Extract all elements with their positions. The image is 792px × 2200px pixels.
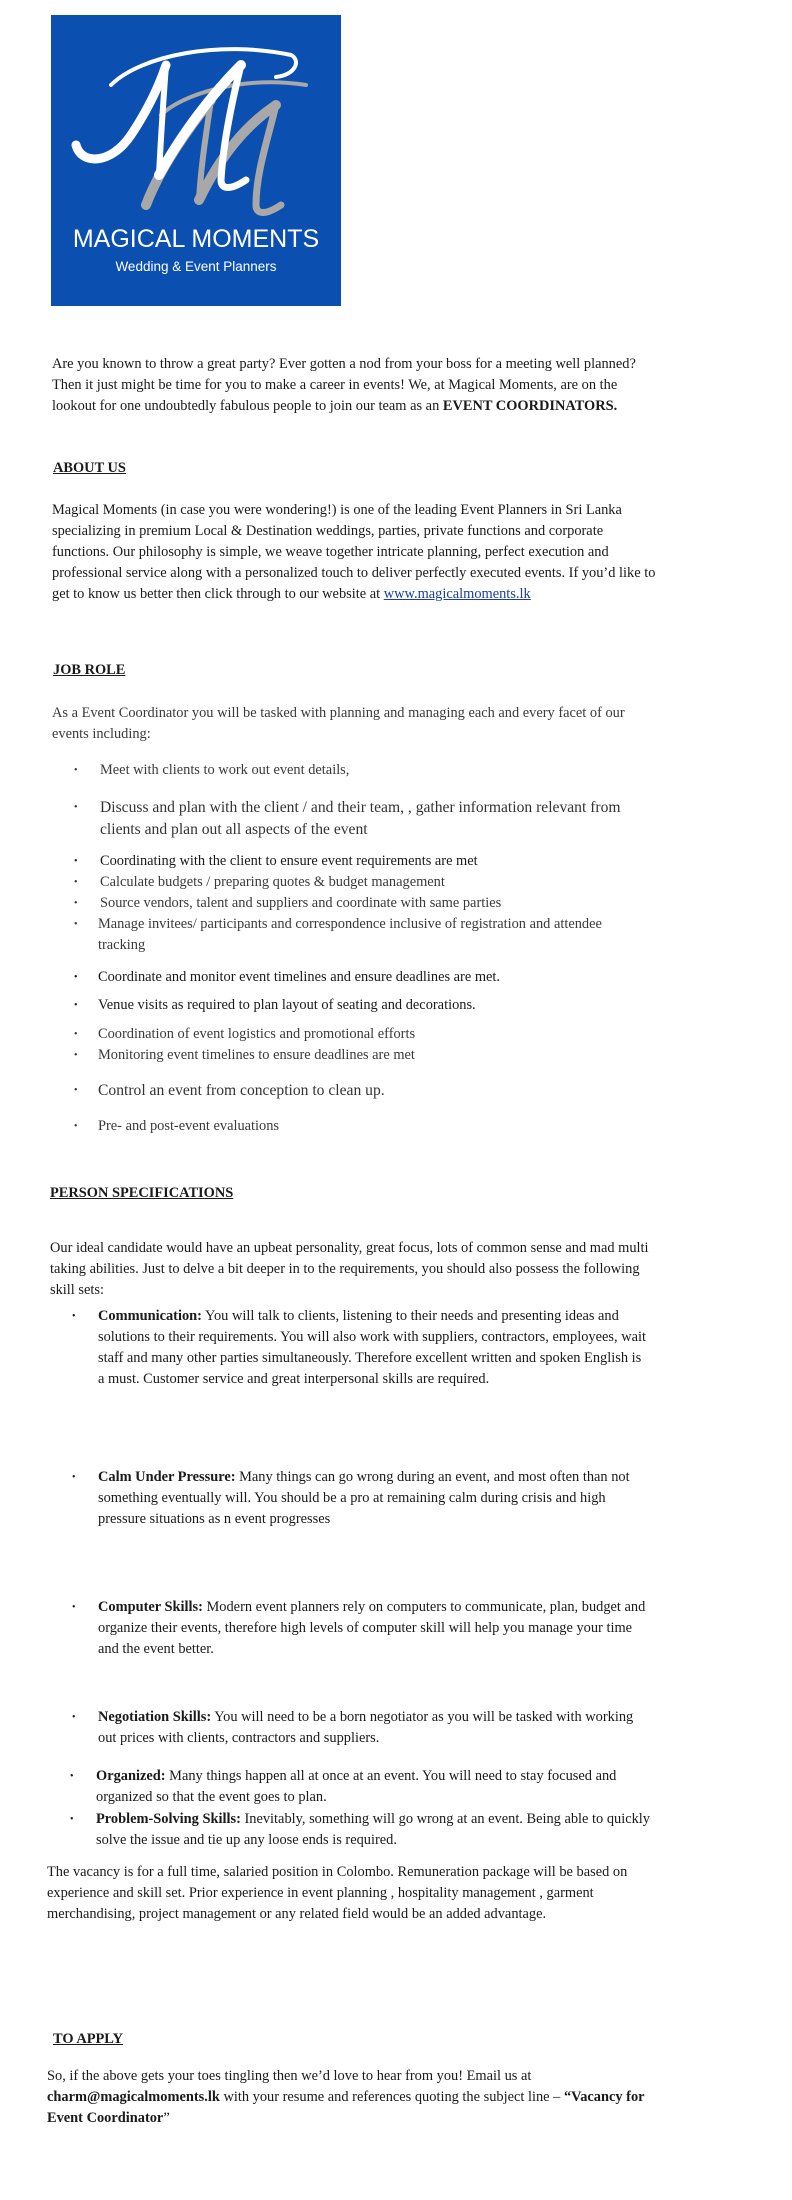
about-heading: ABOUT US: [53, 460, 126, 476]
job-role-intro: As a Event Coordinator you will be tasked with planning and managing each and every facet of our events including:: [52, 705, 625, 742]
apply-subject: “Vacancy for Event Coordinator: [47, 2089, 645, 2126]
about-paragraph: [52, 500, 662, 605]
apply-text-2: with your resume and references quoting the subject line –: [223, 2089, 561, 2105]
skill-item: • Communication: You will talk to clients, listening to their needs and presenting ideas and solutions to their requirements. You will also work with suppliers, contractors, employees, wait staff and many other parties simultaneously. Therefore excellent written and spoken English is a must. Customer service and great interpersonal skills are required.: [72, 1308, 646, 1387]
skill-item: • Calm Under Pressure: Many things can go wrong during an event, and most often than not something eventually will. You should be a pro at remaining calm during crisis and high pressure situations as n event progresses: [72, 1469, 630, 1527]
company-logo: [51, 15, 341, 306]
intro-text: Are you known to throw a great party? Ever gotten a nod from your boss for a meeting well planned? Then it just might be time for you to make a career in events! We, at Magical Moments, are on the lookout for one undoubtedly fabulous people to join our team as an: [52, 356, 636, 414]
person-spec-heading: PERSON SPECIFICATIONS: [50, 1185, 234, 1201]
list-item: • Meet with clients to work out event details,: [74, 762, 350, 778]
apply-text: So, if the above gets your toes tingling then we’d love to hear from you! Email us at: [47, 2068, 532, 2084]
list-item: • Venue visits as required to plan layout of seating and decorations.: [74, 997, 476, 1013]
logo-tagline: Wedding & Event Planners: [115, 259, 277, 274]
apply-heading: TO APPLY: [53, 2031, 123, 2047]
list-item: • Coordination of event logistics and promotional efforts: [74, 1026, 416, 1042]
about-text: Magical Moments (in case you were wondering!) is one of the leading Event Planners in Sri Lanka specializing in premium Local & Destination weddings, parties, private functions and corporate functions. Our philosophy is simple, we weave together intricate planning, perfect execution and professional service along with a personalized touch to deliver perfectly executed events. If you’d like to get to know us better then click through to our website at: [52, 502, 656, 602]
logo-name: MAGICAL MOMENTS: [72, 225, 320, 253]
website-link[interactable]: www.magicalmoments.lk: [383, 586, 531, 602]
list-item: • Control an event from conception to clean up.: [74, 1082, 385, 1099]
list-item: • Manage invitees/ participants and correspondence inclusive of registration and attendee tracking: [74, 916, 602, 953]
skill-item: • Negotiation Skills: You will need to be a born negotiator as you will be tasked with working out prices with clients, contractors and suppliers.: [72, 1709, 634, 1746]
job-role-heading: JOB ROLE: [53, 662, 126, 678]
list-item: • Calculate budgets / preparing quotes & budget management: [74, 874, 445, 890]
intro-bold: EVENT COORDINATORS.: [442, 398, 618, 414]
list-item: • Discuss and plan with the client / and their team, , gather information relevant from clients and plan out all aspects of the event: [74, 799, 621, 838]
list-item: • Coordinating with the client to ensure event requirements are met: [74, 853, 478, 869]
apply-paragraph: [47, 2066, 657, 2129]
vacancy-paragraph: The vacancy is for a full time, salaried position in Colombo. Remuneration package will be based on experience and skill set. Prior experience in event planning , hospitality management , garment merchandising, project management or any related field would be an added advantage.: [47, 1864, 628, 1922]
list-item: • Monitoring event timelines to ensure deadlines are met: [74, 1047, 415, 1063]
skill-item: • Computer Skills: Modern event planners rely on computers to communicate, plan, budget and organize their events, therefore high levels of computer skill will help you manage your time and the event better.: [72, 1599, 646, 1657]
list-item: • Pre- and post-event evaluations: [74, 1118, 280, 1134]
intro-paragraph: [52, 354, 662, 417]
skill-item: • Organized: Many things happen all at once at an event. You will need to stay focused and organized so that the event goes to plan.: [70, 1768, 617, 1805]
list-item: • Coordinate and monitor event timelines and ensure deadlines are met.: [74, 969, 501, 985]
person-spec-intro: Our ideal candidate would have an upbeat personality, great focus, lots of common sense and mad multi taking abilities. Just to delve a bit deeper in to the requirements, you should also possess the following skill sets:: [50, 1240, 649, 1298]
apply-close-quote: ”: [163, 2110, 170, 2126]
apply-email[interactable]: charm@magicalmoments.lk: [47, 2089, 220, 2105]
list-item: • Source vendors, talent and suppliers and coordinate with same parties: [74, 895, 502, 911]
skill-item: • Problem-Solving Skills: Inevitably, something will go wrong at an event. Being able to quickly solve the issue and tie up any loose ends is required.: [70, 1811, 651, 1848]
